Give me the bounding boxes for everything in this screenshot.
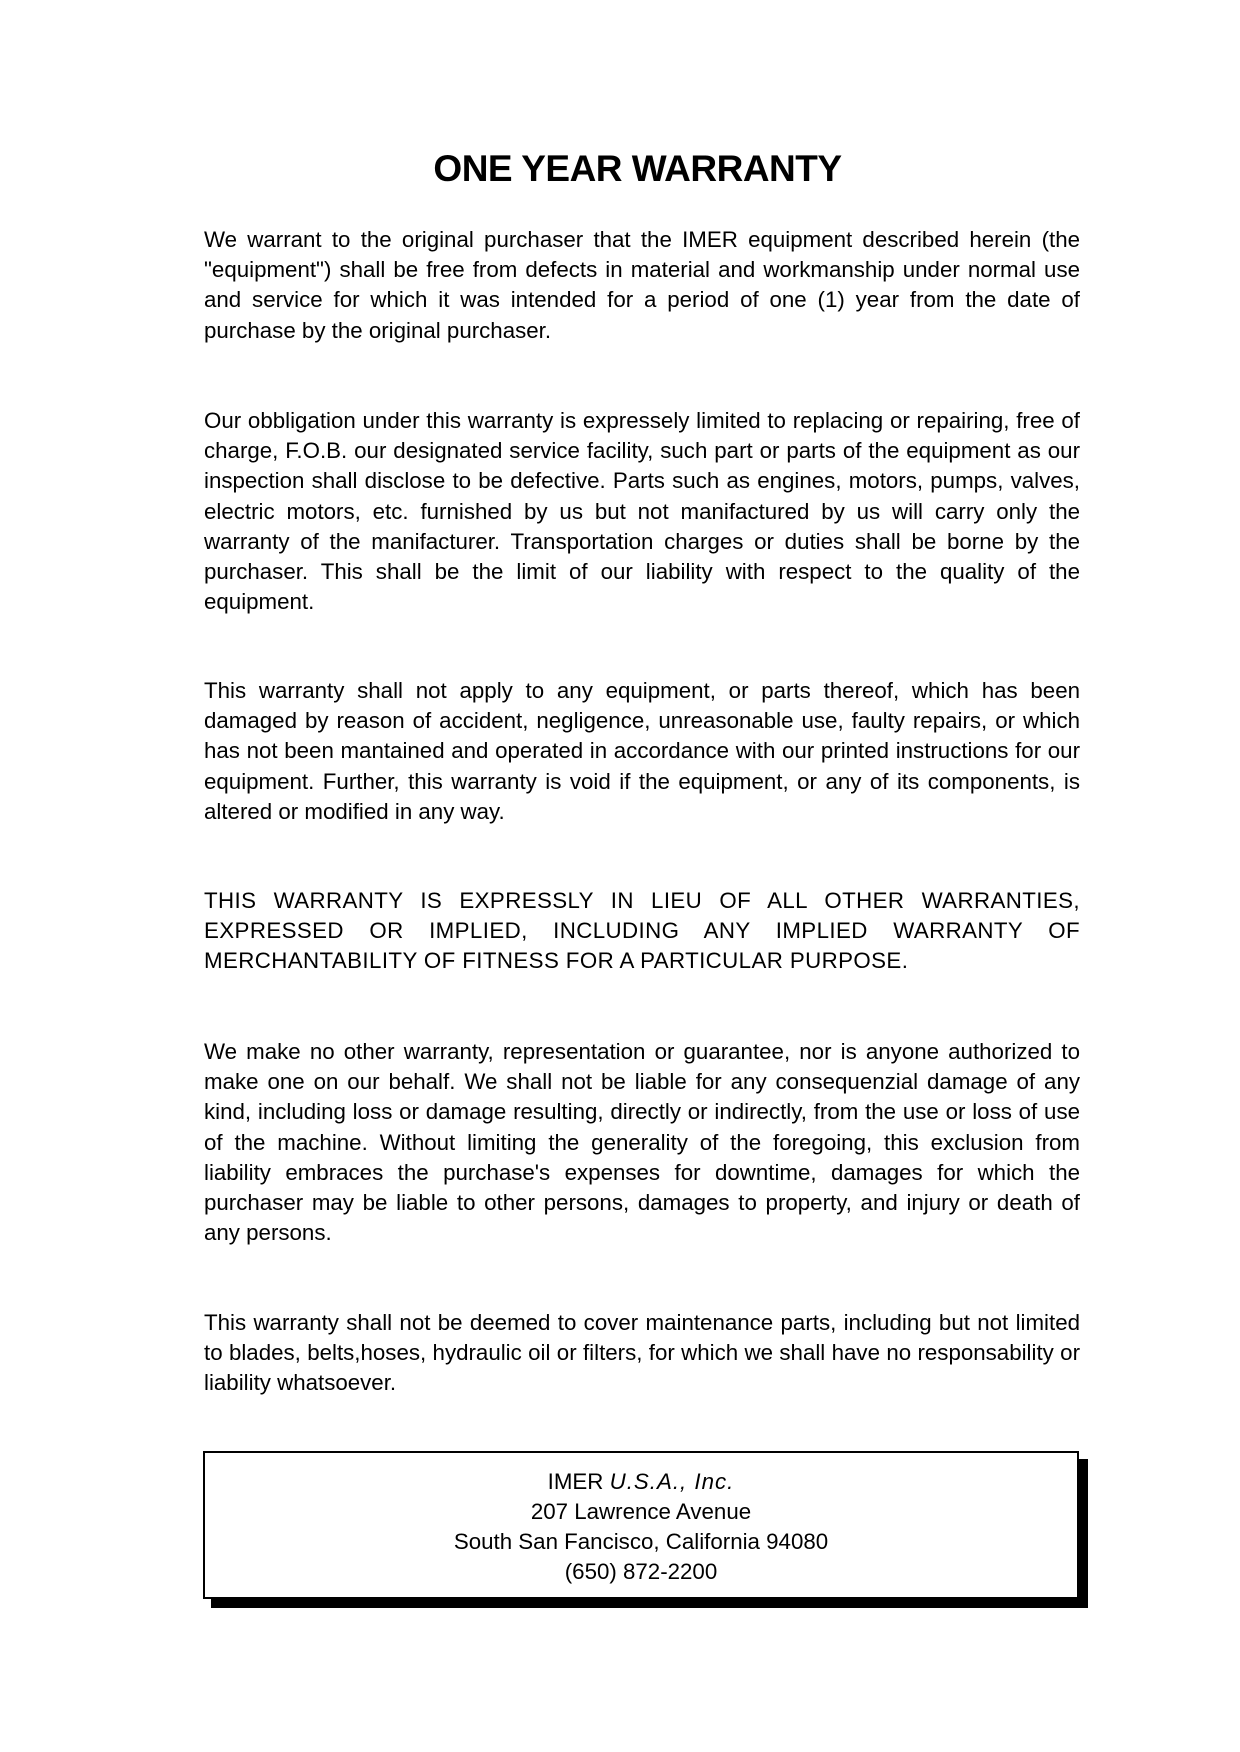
company-name: IMER bbox=[547, 1469, 604, 1494]
warranty-paragraph-maintenance-parts: This warranty shall not be deemed to cover maintenance parts, including but not limited to blades, belts,hoses, hydraulic oil or filters, for which we shall have no responsability or liability whatsoever. bbox=[204, 1310, 1080, 1396]
warranty-paragraph-liability: We make no other warranty, representation or guarantee, nor is anyone authorized to make one on our behalf. We shall not be liable for any consequenzial damage of any kind, including loss or damage resulting, directly or indirectly, from the use or loss of use of the machine. Without limiting the generality of the foregoing, this exclusion from liability embraces the purchase's expenses for downtime, damages for which the purchaser may be liable to other persons, damages to property, and injury or death of any persons. bbox=[204, 1039, 1080, 1246]
warranty-paragraph-disclaimer: THIS WARRANTY IS EXPRESSLY IN LIEU OF ALL OTHER WARRANTIES, EXPRESSED OR IMPLIED, INCLUDING ANY IMPLIED WARRANTY OF MERCHANTABILITY OF FITNESS FOR A PARTICULAR PURPOSE. bbox=[204, 888, 1080, 974]
document-title: ONE YEAR WARRANTY bbox=[433, 148, 842, 189]
phone-number: (650) 872-2200 bbox=[564, 1559, 718, 1584]
company-name-line bbox=[205, 1467, 1077, 1497]
address-box bbox=[203, 1451, 1079, 1599]
street-address: 207 Lawrence Avenue bbox=[530, 1499, 752, 1524]
warranty-paragraph-coverage: We warrant to the original purchaser that the IMER equipment described herein (the "equipment") shall be free from defects in material and workmanship under normal use and service for which it was intended for a period of one (1) year from the date of purchase by the original purchaser. bbox=[204, 227, 1080, 343]
city-state-zip: South San Fancisco, California 94080 bbox=[453, 1529, 829, 1554]
warranty-paragraph-exclusions: This warranty shall not apply to any equipment, or parts thereof, which has been damaged by reason of accident, negligence, unreasonable use, faulty repairs, or which has not been mantained and operated in accordance with our printed instructions for our equipment. Further, this warranty is void if the equipment, or any of its components, is altered or modified in any way. bbox=[204, 678, 1080, 824]
warranty-paragraph-obligation: Our obbligation under this warranty is expressely limited to replacing or repairing, free of charge, F.O.B. our designated service facility, such part or parts of the equipment as our inspection shall disclose to be defective. Parts such as engines, motors, pumps, valves, electric motors, etc. furnished by us but not manifactured by us will carry only the warranty of the manifacturer. Transportation charges or duties shall be borne by the purchaser. This shall be the limit of our liability with respect to the quality of the equipment. bbox=[204, 408, 1080, 615]
company-suffix: U.S.A., Inc. bbox=[609, 1469, 735, 1494]
